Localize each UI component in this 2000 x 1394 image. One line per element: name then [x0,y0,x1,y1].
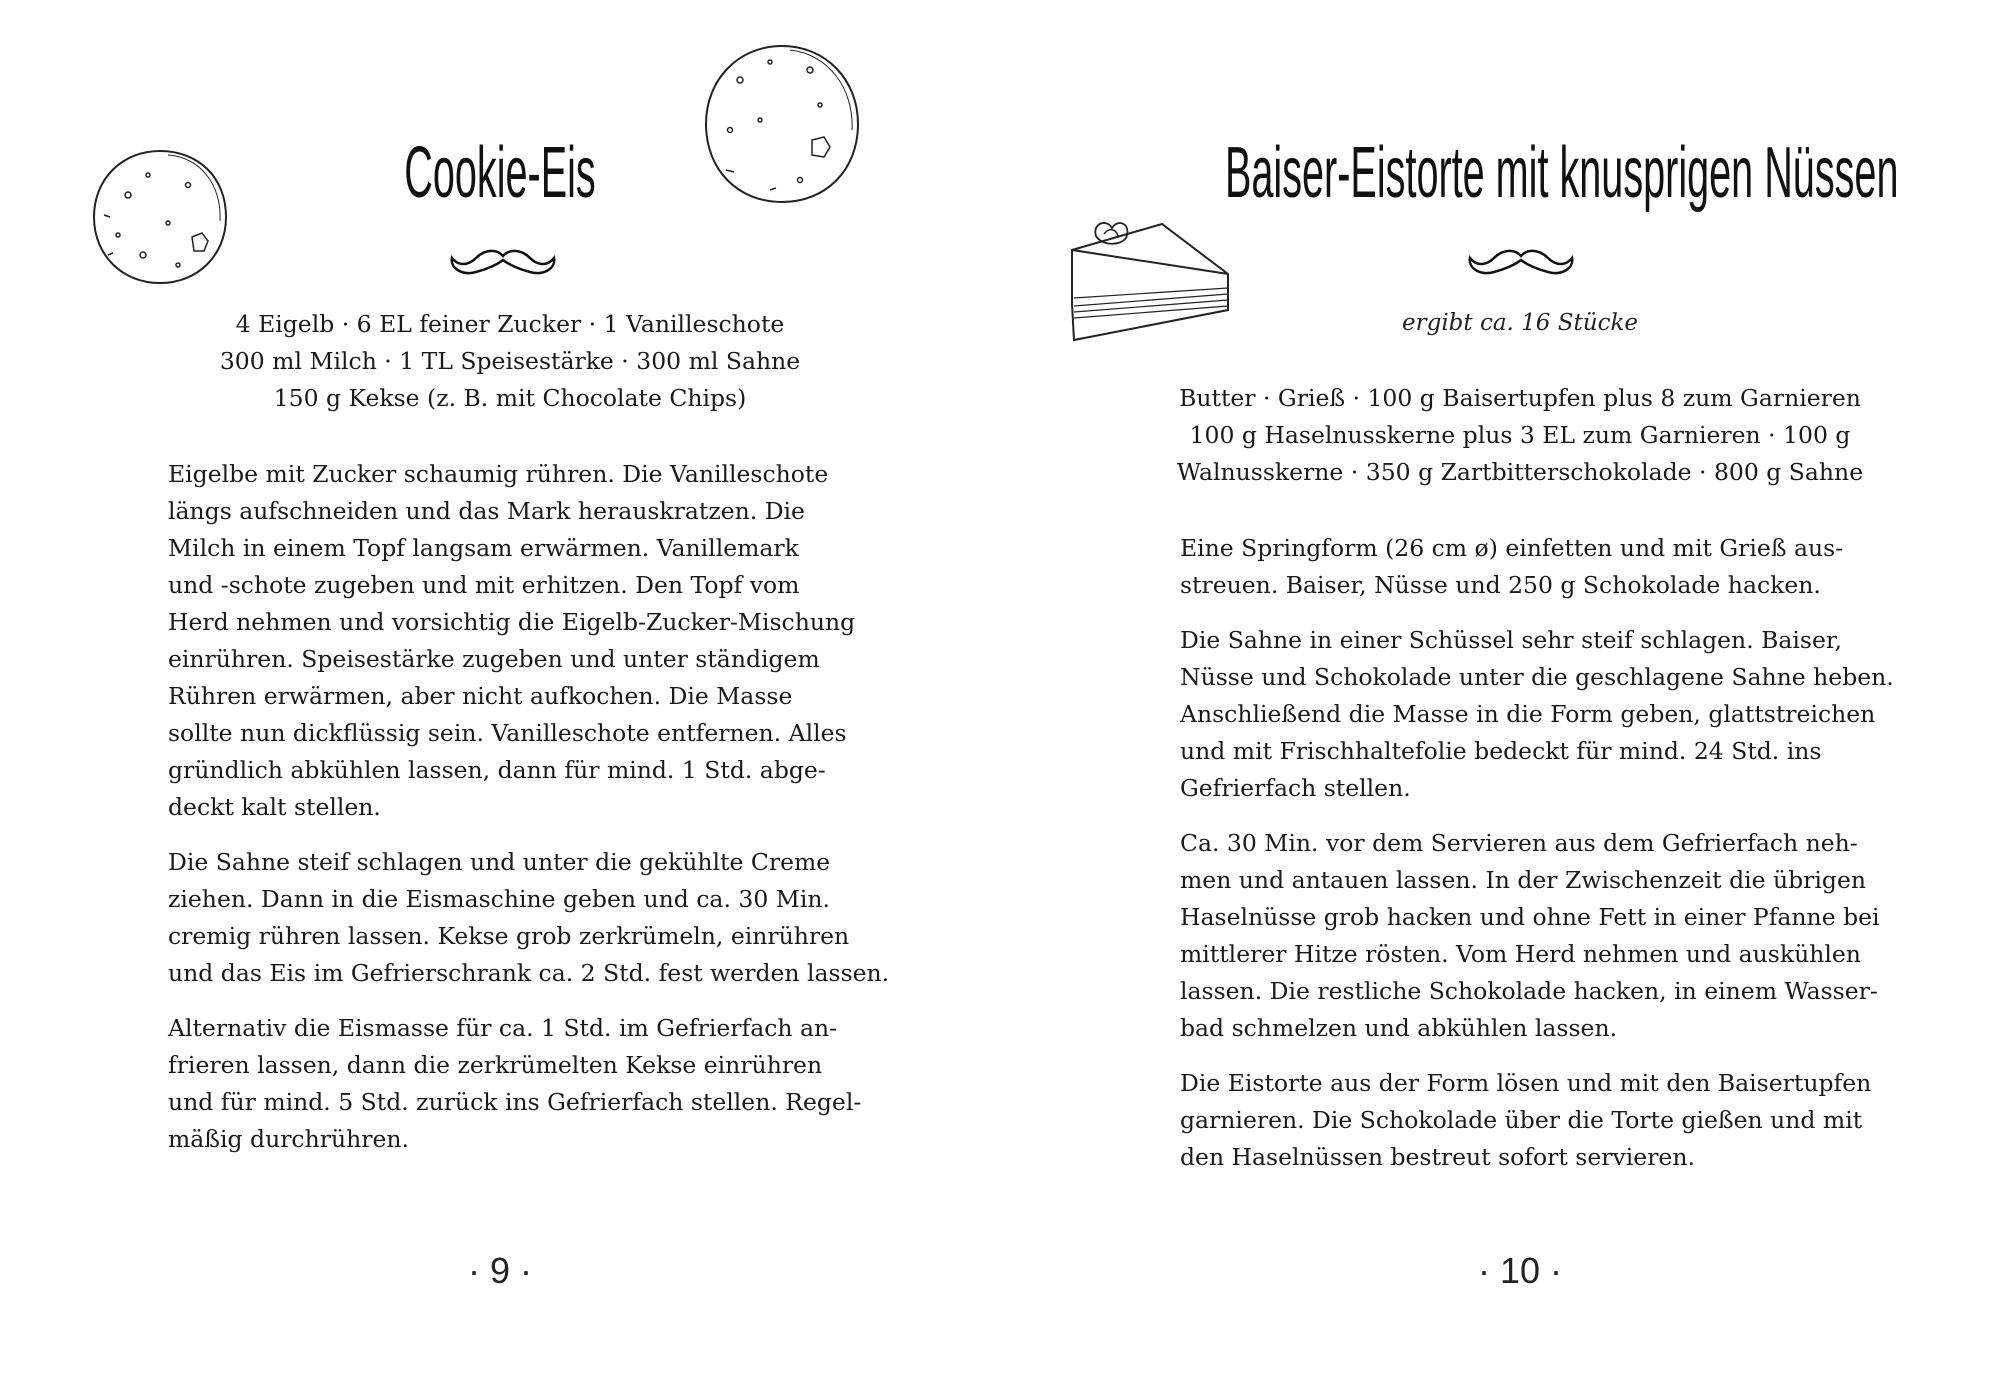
ingredient-line: Walnusskerne · 350 g Zartbitterschokolade · 800 g Sahne [1176,458,1864,486]
text-line: Nüsse und Schokolade unter die geschlagene Sahne heben. [1180,663,1894,691]
text-line: einrühren. Speisestärke zugeben und unter ständigem [168,645,820,673]
instruction-paragraph [168,844,890,992]
text-line: streuen. Baiser, Nüsse und 250 g Schokolade hacken. [1180,571,1821,599]
instruction-paragraph [1180,825,1900,1047]
right-page [1000,0,2000,1394]
page-number: · 10 · [1477,1250,1563,1291]
text-line: den Haselnüssen bestreut sofort servieren. [1180,1143,1695,1171]
mustache-divider-icon [448,244,558,280]
text-line: und für mind. 5 Std. zurück ins Gefrierfach stellen. Regel- [168,1088,862,1116]
text-line: lassen. Die restliche Schokolade hacken, in einem Wasser- [1180,977,1878,1005]
text-line: garnieren. Die Schokolade über die Torte gießen und mit [1180,1106,1863,1134]
text-line: Eigelbe mit Zucker schaumig rühren. Die Vanilleschote [168,460,829,488]
text-line: sollte nun dickflüssig sein. Vanilleschote entfernen. Alles [168,719,847,747]
ingredient-line: 150 g Kekse (z. B. mit Chocolate Chips) [273,384,747,412]
text-line: ziehen. Dann in die Eismaschine geben und ca. 30 Min. [168,885,830,913]
text-line: Ca. 30 Min. vor dem Servieren aus dem Gefrierfach neh- [1180,829,1858,857]
instruction-paragraph [1180,530,1900,604]
text-line: Anschließend die Masse in die Form geben, glattstreichen [1180,700,1876,728]
ingredient-list [120,306,900,417]
text-line: Rühren erwärmen, aber nicht aufkochen. Die Masse [168,682,793,710]
text-line: und das Eis im Gefrierschrank ca. 2 Std. fest werden lassen. [168,959,890,987]
text-line: Milch in einem Topf langsam erwärmen. Vanillemark [168,534,799,562]
instruction-paragraph [1180,1065,1900,1176]
recipe-instructions [1180,530,1900,1194]
text-line: Eine Springform (26 cm ø) einfetten und mit Grieß aus- [1180,534,1844,562]
text-line: cremig rühren lassen. Kekse grob zerkrümeln, einrühren [168,922,850,950]
cake-slice-illustration-icon [1062,214,1237,349]
text-line: Die Eistorte aus der Form lösen und mit den Baisertupfen [1180,1069,1872,1097]
text-line: Die Sahne steif schlagen und unter die gekühlte Creme [168,848,831,876]
text-line: frieren lassen, dann die zerkrümelten Kekse einrühren [168,1051,823,1079]
text-line: Haselnüsse grob hacken und ohne Fett in einer Pfanne bei [1180,903,1880,931]
instruction-paragraph [168,1010,868,1158]
text-line: und mit Frischhaltefolie bedeckt für mind. 24 Std. ins [1180,737,1822,765]
recipe-yield: ergibt ca. 16 Stücke [1402,310,1638,336]
text-line: Die Sahne in einer Schüssel sehr steif schlagen. Baiser, [1180,626,1843,654]
recipe-title: Baiser-Eistorte mit knusprigen Nüssen [1225,133,1899,213]
instruction-paragraph [1180,622,1900,807]
ingredient-list [1130,380,1910,491]
cookie-illustration-icon [88,145,233,290]
text-line: Alternativ die Eismasse für ca. 1 Std. im Gefrierfach an- [168,1014,838,1042]
ingredient-line: Butter · Grieß · 100 g Baisertupfen plus 8 zum Garnieren [1179,384,1861,412]
text-line: längs aufschneiden und das Mark herauskratzen. Die [168,497,805,525]
ingredient-line: 100 g Haselnusskerne plus 3 EL zum Garnieren · 100 g [1189,421,1851,449]
recipe-title: Cookie-Eis [404,133,596,213]
text-line: men und antauen lassen. In der Zwischenzeit die übrigen [1180,866,1867,894]
mustache-divider-icon [1466,244,1576,280]
text-line: deckt kalt stellen. [168,793,381,821]
text-line: bad schmelzen und abkühlen lassen. [1180,1014,1618,1042]
ingredient-line: 300 ml Milch · 1 TL Speisestärke · 300 ml Sahne [219,347,801,375]
text-line: Gefrierfach stellen. [1180,774,1411,802]
page-number: · 9 · [467,1250,532,1291]
text-line: mittlerer Hitze rösten. Vom Herd nehmen und auskühlen [1180,940,1861,968]
ingredient-line: 4 Eigelb · 6 EL feiner Zucker · 1 Vanilleschote [235,310,785,338]
cookie-illustration-icon [700,40,865,210]
recipe-instructions [168,456,890,1176]
instruction-paragraph [168,456,868,826]
text-line: und -schote zugeben und mit erhitzen. Den Topf vom [168,571,800,599]
text-line: gründlich abkühlen lassen, dann für mind. 1 Std. abge- [168,756,826,784]
text-line: Herd nehmen und vorsichtig die Eigelb-Zucker-Mischung [168,608,856,636]
text-line: mäßig durchrühren. [168,1125,409,1153]
